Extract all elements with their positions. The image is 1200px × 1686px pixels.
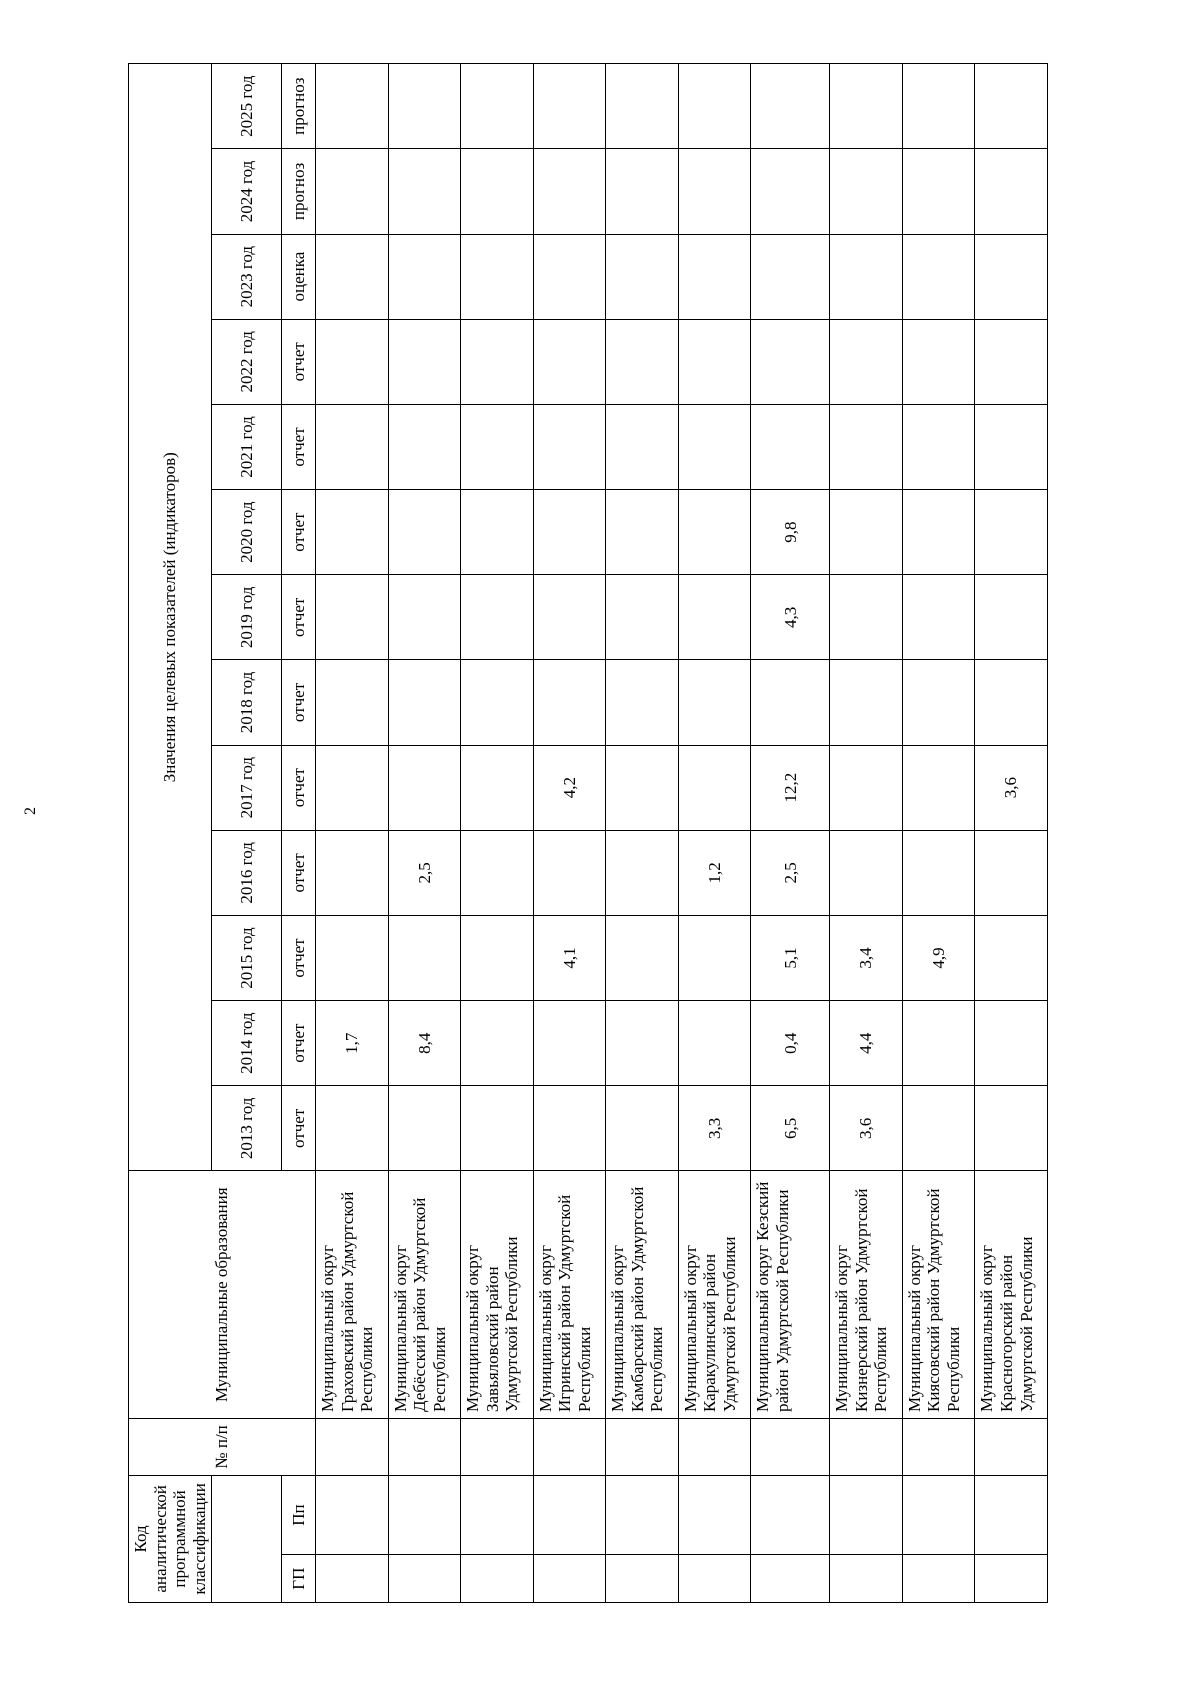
indicator-value: 5,1 xyxy=(751,915,830,1000)
table-row xyxy=(751,64,830,1603)
year-header: 2014 год xyxy=(212,1001,282,1086)
indicator-value xyxy=(830,319,903,404)
gp-cell xyxy=(902,1555,975,1603)
indicator-value xyxy=(975,1001,1048,1086)
indicator-value xyxy=(461,830,534,915)
indicator-value xyxy=(751,319,830,404)
indicator-value xyxy=(902,660,975,745)
municipality-name: Муниципальный округ Завьяловский район Удмуртской Республики xyxy=(461,1171,534,1419)
table-row xyxy=(533,64,606,1603)
gp-cell xyxy=(461,1555,534,1603)
indicator-value: 1,2 xyxy=(678,830,751,915)
num-cell xyxy=(388,1419,461,1476)
year-header: 2019 год xyxy=(212,575,282,660)
kind-header: отчет xyxy=(282,830,316,915)
indicator-value xyxy=(316,1086,389,1171)
indicator-value xyxy=(461,319,534,404)
indicator-value: 3,6 xyxy=(975,745,1048,830)
indicator-value xyxy=(316,404,389,489)
indicator-value: 1,7 xyxy=(316,1001,389,1086)
pp-cell xyxy=(316,1475,389,1555)
gp-cell xyxy=(830,1555,903,1603)
indicator-value xyxy=(830,234,903,319)
kind-header: отчет xyxy=(282,490,316,575)
indicator-value: 3,3 xyxy=(678,1086,751,1171)
kind-header: отчет xyxy=(282,1001,316,1086)
indicator-value xyxy=(533,660,606,745)
kind-header: отчет xyxy=(282,660,316,745)
indicator-value xyxy=(388,575,461,660)
year-header: 2016 год xyxy=(212,830,282,915)
indicator-value xyxy=(830,575,903,660)
kind-header: отчет xyxy=(282,745,316,830)
indicator-value xyxy=(902,319,975,404)
indicator-value xyxy=(902,575,975,660)
kind-header: отчет xyxy=(282,915,316,1000)
gp-cell xyxy=(606,1555,679,1603)
num-cell xyxy=(975,1419,1048,1476)
rotated-table-container xyxy=(128,63,1048,1603)
gp-cell xyxy=(316,1555,389,1603)
indicator-value xyxy=(751,404,830,489)
indicator-value xyxy=(678,319,751,404)
indicator-value xyxy=(461,1001,534,1086)
pp-cell xyxy=(975,1475,1048,1555)
indicator-value xyxy=(975,404,1048,489)
indicator-value xyxy=(751,149,830,234)
indicator-value xyxy=(461,149,534,234)
indicator-value xyxy=(606,745,679,830)
indicator-value: 6,5 xyxy=(751,1086,830,1171)
municipality-name: Муниципальный округ Кезский район Удмуртской Республики xyxy=(751,1171,830,1419)
num-cell xyxy=(902,1419,975,1476)
indicator-value xyxy=(902,1001,975,1086)
pp-cell xyxy=(388,1475,461,1555)
indicator-value: 4,9 xyxy=(902,915,975,1000)
year-header: 2013 год xyxy=(212,1086,282,1171)
municipality-name: Муниципальный округ Граховский район Удмуртской Республики xyxy=(316,1171,389,1419)
code-header-spacer xyxy=(212,1475,282,1602)
indicator-value: 4,1 xyxy=(533,915,606,1000)
indicator-value xyxy=(388,319,461,404)
indicator-value xyxy=(678,404,751,489)
indicator-value xyxy=(902,64,975,149)
indicator-value xyxy=(316,490,389,575)
indicator-value xyxy=(678,1001,751,1086)
pp-cell xyxy=(902,1475,975,1555)
indicator-value xyxy=(388,915,461,1000)
indicator-value xyxy=(461,490,534,575)
gp-cell xyxy=(975,1555,1048,1603)
indicator-value xyxy=(751,64,830,149)
table-row xyxy=(316,64,389,1603)
gp-cell xyxy=(533,1555,606,1603)
year-header: 2024 год xyxy=(212,149,282,234)
indicator-value xyxy=(316,149,389,234)
kind-header: отчет xyxy=(282,319,316,404)
indicator-value xyxy=(461,745,534,830)
indicator-value xyxy=(678,490,751,575)
kind-header: отчет xyxy=(282,404,316,489)
indicator-value xyxy=(316,830,389,915)
indicator-value: 0,4 xyxy=(751,1001,830,1086)
indicator-value: 4,4 xyxy=(830,1001,903,1086)
indicator-value xyxy=(533,830,606,915)
indicator-value xyxy=(902,149,975,234)
page-number: 2 xyxy=(22,807,39,815)
gp-cell xyxy=(678,1555,751,1603)
year-header: 2023 год xyxy=(212,234,282,319)
gp-header: ГП xyxy=(282,1555,316,1603)
indicator-value xyxy=(751,234,830,319)
indicator-value xyxy=(388,490,461,575)
pp-cell xyxy=(830,1475,903,1555)
indicator-value xyxy=(316,234,389,319)
indicator-value xyxy=(606,234,679,319)
indicator-value xyxy=(606,64,679,149)
indicator-value xyxy=(461,64,534,149)
indicator-value xyxy=(678,745,751,830)
indicator-value xyxy=(975,149,1048,234)
gp-cell xyxy=(751,1555,830,1603)
indicator-value xyxy=(388,234,461,319)
kind-header: прогноз xyxy=(282,64,316,149)
indicator-value xyxy=(388,149,461,234)
indicator-value xyxy=(975,830,1048,915)
indicator-value: 4,3 xyxy=(751,575,830,660)
indicator-value xyxy=(902,234,975,319)
year-header: 2015 год xyxy=(212,915,282,1000)
table-row xyxy=(830,64,903,1603)
indicator-value xyxy=(902,830,975,915)
table-row xyxy=(975,64,1048,1603)
pp-cell xyxy=(751,1475,830,1555)
indicator-value xyxy=(975,660,1048,745)
indicator-value xyxy=(678,234,751,319)
indicator-value xyxy=(975,234,1048,319)
indicator-value xyxy=(606,1001,679,1086)
kind-header: отчет xyxy=(282,575,316,660)
indicator-value xyxy=(606,660,679,745)
indicator-value xyxy=(533,575,606,660)
indicators-table xyxy=(128,63,1048,1603)
indicator-value xyxy=(830,660,903,745)
table-row xyxy=(388,64,461,1603)
num-header: № п/п xyxy=(129,1419,316,1476)
indicator-value xyxy=(902,745,975,830)
num-cell xyxy=(678,1419,751,1476)
indicator-value xyxy=(461,404,534,489)
num-cell xyxy=(533,1419,606,1476)
year-header: 2018 год xyxy=(212,660,282,745)
indicator-value xyxy=(388,745,461,830)
pp-cell xyxy=(606,1475,679,1555)
gp-cell xyxy=(388,1555,461,1603)
table-row xyxy=(902,64,975,1603)
indicator-value xyxy=(902,490,975,575)
indicator-value xyxy=(606,404,679,489)
pp-cell xyxy=(678,1475,751,1555)
num-cell xyxy=(316,1419,389,1476)
municipalities-header: Муниципальные образования xyxy=(129,1171,316,1419)
municipality-name: Муниципальный округ Камбарский район Удмуртской Республики xyxy=(606,1171,679,1419)
indicator-value xyxy=(606,1086,679,1171)
indicator-value xyxy=(461,575,534,660)
indicator-value xyxy=(902,1086,975,1171)
indicator-value xyxy=(975,64,1048,149)
num-cell xyxy=(830,1419,903,1476)
municipality-name: Муниципальный округ Дебёсский район Удмуртской Республики xyxy=(388,1171,461,1419)
year-header: 2025 год xyxy=(212,64,282,149)
indicator-value: 3,6 xyxy=(830,1086,903,1171)
indicator-value xyxy=(606,149,679,234)
pp-cell xyxy=(461,1475,534,1555)
indicator-value xyxy=(830,149,903,234)
indicator-value xyxy=(388,660,461,745)
indicator-value xyxy=(830,745,903,830)
indicator-value xyxy=(388,404,461,489)
indicator-value xyxy=(316,745,389,830)
year-header: 2020 год xyxy=(212,490,282,575)
indicator-value xyxy=(606,830,679,915)
indicator-value: 3,4 xyxy=(830,915,903,1000)
indicator-value xyxy=(678,575,751,660)
indicator-value xyxy=(902,404,975,489)
num-cell xyxy=(751,1419,830,1476)
indicator-value xyxy=(975,1086,1048,1171)
indicator-value xyxy=(533,64,606,149)
indicator-value xyxy=(461,915,534,1000)
municipality-name: Муниципальный округ Игринский район Удмуртской Республики xyxy=(533,1171,606,1419)
indicator-value xyxy=(751,660,830,745)
municipality-name: Муниципальный округ Киясовский район Удмуртской Республики xyxy=(902,1171,975,1419)
indicator-value xyxy=(606,490,679,575)
indicator-value xyxy=(461,1086,534,1171)
indicator-value xyxy=(975,575,1048,660)
year-header: 2021 год xyxy=(212,404,282,489)
indicator-value xyxy=(678,915,751,1000)
code-header: Код аналитической программной классификации xyxy=(129,1475,212,1602)
year-header: 2022 год xyxy=(212,319,282,404)
table-row xyxy=(678,64,751,1603)
indicator-value xyxy=(975,490,1048,575)
kind-header: отчет xyxy=(282,1086,316,1171)
indicator-value xyxy=(678,64,751,149)
indicator-value xyxy=(606,915,679,1000)
indicator-value xyxy=(388,64,461,149)
indicator-value xyxy=(533,1001,606,1086)
num-cell xyxy=(606,1419,679,1476)
indicator-value xyxy=(533,319,606,404)
table-row xyxy=(606,64,679,1603)
indicator-value xyxy=(830,490,903,575)
kind-header: прогноз xyxy=(282,149,316,234)
pp-cell xyxy=(533,1475,606,1555)
indicator-value xyxy=(975,915,1048,1000)
indicator-value xyxy=(316,915,389,1000)
indicator-value xyxy=(830,404,903,489)
indicator-value xyxy=(678,660,751,745)
num-cell xyxy=(461,1419,534,1476)
indicator-value xyxy=(606,319,679,404)
indicator-value xyxy=(606,575,679,660)
indicator-value xyxy=(533,404,606,489)
indicator-value xyxy=(533,1086,606,1171)
indicator-value xyxy=(461,234,534,319)
indicator-value xyxy=(461,660,534,745)
municipality-name: Муниципальный округ Красногорский район Удмуртской Республики xyxy=(975,1171,1048,1419)
indicator-value xyxy=(533,149,606,234)
pp-header: Пп xyxy=(282,1475,316,1555)
indicator-value xyxy=(830,830,903,915)
table-row xyxy=(461,64,534,1603)
indicator-value xyxy=(533,490,606,575)
indicator-value xyxy=(388,1086,461,1171)
indicator-value xyxy=(678,149,751,234)
indicator-value: 2,5 xyxy=(751,830,830,915)
indicator-value xyxy=(975,319,1048,404)
indicator-value: 2,5 xyxy=(388,830,461,915)
indicator-value xyxy=(316,319,389,404)
indicator-value xyxy=(533,234,606,319)
year-header: 2017 год xyxy=(212,745,282,830)
municipality-name: Муниципальный округ Каракулинский район Удмуртской Республики xyxy=(678,1171,751,1419)
indicator-value xyxy=(316,660,389,745)
indicator-value xyxy=(316,575,389,660)
indicator-value: 4,2 xyxy=(533,745,606,830)
indicator-value: 12,2 xyxy=(751,745,830,830)
municipality-name: Муниципальный округ Кизнерский район Удмуртской Республики xyxy=(830,1171,903,1419)
kind-header: оценка xyxy=(282,234,316,319)
indicators-header: Значения целевых показателей (индикаторов) xyxy=(129,64,212,1171)
indicator-value xyxy=(316,64,389,149)
indicator-value: 8,4 xyxy=(388,1001,461,1086)
indicator-value: 9,8 xyxy=(751,490,830,575)
indicator-value xyxy=(830,64,903,149)
